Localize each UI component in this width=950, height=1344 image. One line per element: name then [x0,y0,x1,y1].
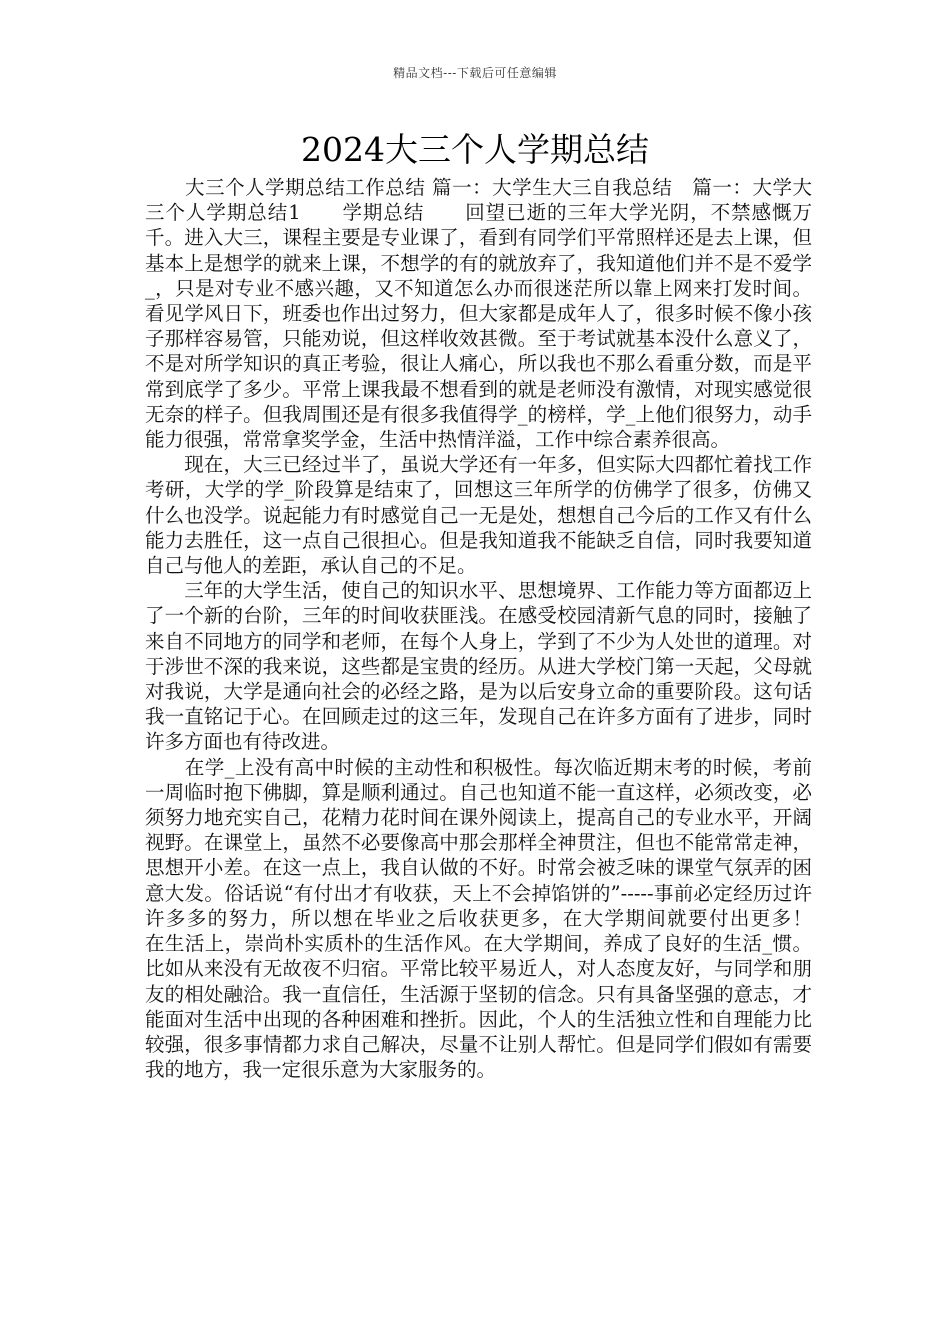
paragraph-4: 在学_上没有高中时候的主动性和积极性。每次临近期末考的时候，考前一周临时抱下佛脚，算是顺利通过。自己也知道不能一直这样，必须改变，必须努力地充实自己，花精力花时间在课外阅读上，提高自己的专业水平，开阔视野。在课堂上，虽然不必要像高中那会那样全神贯注，但也不能常常走神，思想开小差。在这一点上，我自认做的不好。时常会被乏味的课堂气氛弄的困意大发。俗话说“有付出才有收获，天上不会掉馅饼的”-----事前必定经历过许许多多的努力，所以想在毕业之后收获更多，在大学期间就要付出更多！ 在生活上，崇尚朴实质朴的生活作风。在大学期间，养成了良好的生活_惯。比如从来没有无故夜不归宿。平常比较平易近人，对人态度友好，与同学和朋友的相处融洽。我一直信任，生活源于坚韧的信念。只有具备坚强的意志，才能面对生活中出现的各种困难和挫折。因此，个人的生活独立性和自理能力比较强，很多事情都力求自己解决，尽量不让别人帮忙。但是同学们假如有需要我的地方，我一定很乐意为大家服务的。 [145,755,852,1082]
paragraph-3: 三年的大学生活，使自己的知识水平、思想境界、工作能力等方面都迈上了一个新的台阶，三年的时间收获匪浅。在感受校园清新气息的同时，接触了来自不同地方的同学和老师，在每个人身上，学到了不少为人处世的道理。对于涉世不深的我来说，这些都是宝贵的经历。从进大学校门第一天起，父母就对我说，大学是通向社会的必经之路，是为以后安身立命的重要阶段。这句话我一直铭记于心。在回顾走过的这三年，发现自己在许多方面有了进步，同时许多方面也有待改进。 [145,579,812,754]
paragraph-1: 大三个人学期总结工作总结 篇一：大学生大三自我总结 篇一：大学大三个人学期总结1 学期总结 回望已逝的三年大学光阴，不禁感慨万千。进入大三，课程主要是专业课了，看到有同学们平常照样还是去上课，但基本上是想学的就来上课，不想学的有的就放弃了，我知道他们并不是不爱学_，只是对专业不感兴趣，又不知道怎么办而很迷茫所以靠上网来打发时间。看见学风日下，班委也作出过努力，但大家都是成年人了，很多时候不像小孩子那样容易管，只能劝说，但这样收效甚微。至于考试就基本没什么意义了，不是对所学知识的真正考验，很让人痛心，所以我也不那么看重分数，而是平常到底学了多少。平常上课我最不想看到的就是老师没有激情，对现实感觉很无奈的样子。但我周围还是有很多我值得学_的榜样，学_上他们很努力，动手能力很强，常常拿奖学金，生活中热情洋溢，工作中综合素养很高。 [145,176,812,452]
header-note: 精品文档---下载后可任意编辑 [393,66,557,80]
document-title: 2024大三个人学期总结 [301,130,649,169]
document-body [145,175,852,1082]
paragraph-2: 现在，大三已经过半了，虽说大学还有一年多，但实际大四都忙着找工作考研，大学的学_阶段算是结束了，回想这三年所学的仿佛学了很多，仿佛又什么也没学。说起能力有时感觉自己一无是处，想想自己今后的工作又有什么能力去胜任，这一点自己很担心。但是我知道我不能缺乏自信，同时我要知道自己与他人的差距，承认自己的不足。 [145,453,812,578]
